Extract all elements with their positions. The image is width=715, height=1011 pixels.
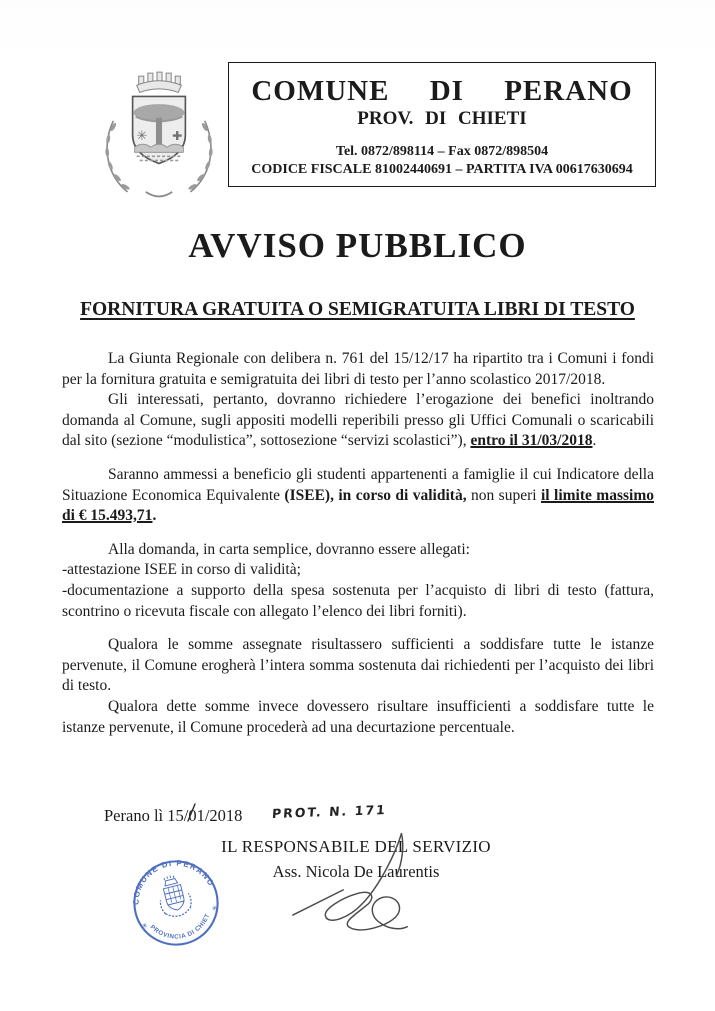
paragraph-allegati-intro: Alla domanda, in carta semplice, dovranno essere allegati: bbox=[108, 540, 470, 558]
svg-text:COMUNE DI PERANO bbox=[123, 855, 217, 907]
date-line: Perano lì 15/01/2018 bbox=[104, 806, 243, 825]
paragraph-delibera: La Giunta Regionale con delibera n. 761 del 15/12/17 ha ripartito tra i Comuni i fondi per la fornitura gratuita e semigratuita dei libri di testo per l’anno scolastico 2017/2018. bbox=[62, 350, 654, 388]
stamp-star-right-icon: ✳ bbox=[210, 904, 219, 914]
handwritten-stroke bbox=[186, 803, 198, 823]
signer-role: IL RESPONSABILE DEL SERVIZIO bbox=[221, 837, 491, 856]
letterhead-box bbox=[228, 62, 656, 187]
svg-text:✚: ✚ bbox=[172, 129, 183, 144]
municipal-coat-of-arms-icon bbox=[93, 64, 225, 200]
paragraph-domanda: Gli interessati, pertanto, dovranno richiedere l’erogazione dei benefici inoltrando domanda al Comune, sugli appositi modelli reperibili presso gli Uffici Comunali o scaricabili dal sito (sezione “modulistica”, sottosezione “servizi scolastici”), entro il 31/03/2018. bbox=[62, 391, 654, 450]
stamp-coat-of-arms-icon bbox=[154, 872, 194, 919]
org-name: COMUNE DI PERANO bbox=[251, 75, 633, 107]
org-contact-line: Tel. 0872/898114 – Fax 0872/898504 bbox=[335, 144, 549, 159]
stamp-top-text: COMUNE DI PERANO bbox=[131, 858, 217, 906]
round-municipal-stamp-icon bbox=[120, 855, 232, 951]
stamp-star-left-icon: ✳ bbox=[140, 921, 149, 931]
stamp-bottom-text: PROVINCIA DI CHIETI bbox=[148, 897, 212, 941]
paragraph-somme-sufficienti: Qualora le somme assegnate risultassero sufficienti a soddisfare tutte le istanze pervenute, il Comune erogherà l’intera somma sostenuta dai richiedenti per l’acquisto dei libri di testo. bbox=[62, 636, 654, 695]
paragraph-somme-insufficienti: Qualora dette somme invece dovessero risultare insufficienti a soddisfare tutte le istanze pervenute, il Comune procederà ad una decurtazione percentuale. bbox=[62, 697, 654, 736]
signer-name: Ass. Nicola De Laurentis bbox=[272, 862, 440, 881]
document-subtitle-text: FORNITURA GRATUITA O SEMIGRATUITA LIBRI DI TESTO bbox=[80, 299, 635, 320]
paragraph-allegato-2: -documentazione a supporto della spesa sostenuta per l’acquisto di libri di testo (fattura, scontrino o ricevuta fiscale con allegato l’elenco dei libri forniti). bbox=[62, 581, 654, 620]
org-province: PROV. DI CHIETI bbox=[357, 108, 527, 129]
signature-scribble-icon bbox=[287, 830, 447, 940]
paragraph-isee: Saranno ammessi a beneficio gli studenti appartenenti a famiglie il cui Indicatore della Situazione Economica Equivalente (ISEE), in corso di validità, non superi il limite massimo di € 15.493,71. bbox=[62, 465, 654, 525]
document-title: AVVISO PUBBLICO bbox=[188, 226, 527, 265]
paragraph-allegato-1: -attestazione ISEE in corso di validità; bbox=[62, 561, 301, 579]
document-body bbox=[62, 349, 654, 738]
org-fiscal-line: CODICE FISCALE 81002440691 – PARTITA IVA 00617630694 bbox=[251, 162, 633, 177]
document-subtitle bbox=[0, 299, 715, 321]
handwritten-protocol-note: PROT. N. 171 bbox=[271, 801, 388, 822]
svg-text:✳: ✳ bbox=[136, 129, 148, 145]
